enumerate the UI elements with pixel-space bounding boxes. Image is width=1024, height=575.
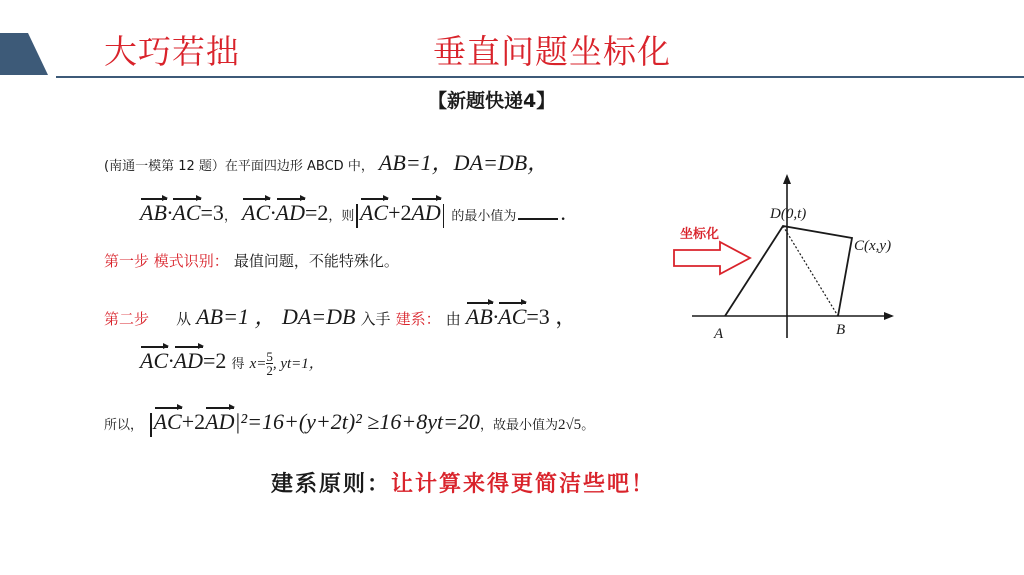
coordinate-figure	[670, 172, 902, 350]
page-title: 垂直问题坐标化	[433, 32, 671, 71]
principle-text: 让计算来得更简洁些吧！	[391, 471, 656, 497]
subheading: 【新题快递4】	[428, 90, 556, 112]
problem-condition-1: AB=1，DA=DB，	[378, 150, 550, 175]
step-1	[104, 250, 399, 271]
problem-line-1	[104, 146, 549, 177]
problem-line-2: AB·AC=3， AC·AD=2，则 AC+2AD 的最小值为 .	[140, 200, 566, 228]
sep-1: ，	[223, 209, 237, 224]
conclusion-expression: |²=16+(y+2t)² ≥16+8yt=20	[234, 409, 480, 434]
quadrilateral	[725, 226, 852, 316]
build-system-label: 建系：	[395, 310, 441, 328]
sep-2: ，则	[328, 209, 355, 224]
point-C-label: C(x,y)	[854, 238, 892, 254]
conclusion-line: 所以， AC+2AD|²=16+(y+2t)² ≥16+8yt=20，故最小值为2√5。	[104, 409, 594, 437]
header-accent-shape	[0, 33, 48, 75]
diagonal-DB	[783, 226, 838, 316]
final-answer: 2√5	[557, 417, 582, 433]
step-2-label: 第二步	[104, 310, 150, 328]
y-axis-arrow-icon	[783, 174, 791, 184]
step-1-label: 第一步 模式识别：	[104, 252, 229, 270]
principle-label: 建系原则：	[271, 471, 392, 497]
point-B-label: B	[836, 322, 846, 338]
point-A-label: A	[714, 326, 724, 342]
header-divider	[56, 76, 1024, 78]
principle	[271, 467, 655, 498]
point-D-label: D(0,t)	[770, 206, 807, 222]
left-title: 大巧若拙	[104, 32, 240, 71]
step-2-line-1: 第二步 从 AB=1 ， DA=DB 入手 建系： 由 AB·AC=3 ，	[104, 304, 578, 329]
arrow-right-icon	[674, 242, 750, 274]
step-2-line-2: AC·AD=2 得 x= $\frac{5}{2}$ , yt=1，	[140, 348, 324, 378]
fraction: $\frac{5}{2}$	[266, 349, 273, 378]
problem-ask: 的最小值为	[451, 209, 517, 224]
answer-blank	[518, 204, 558, 220]
step-1-text: 最值问题，不能特殊化。	[233, 252, 399, 270]
problem-source: (南通一模第 12 题）在平面四边形 ABCD 中，	[104, 159, 374, 174]
arrow-label: 坐标化	[680, 227, 720, 242]
x-axis-arrow-icon	[884, 312, 894, 320]
